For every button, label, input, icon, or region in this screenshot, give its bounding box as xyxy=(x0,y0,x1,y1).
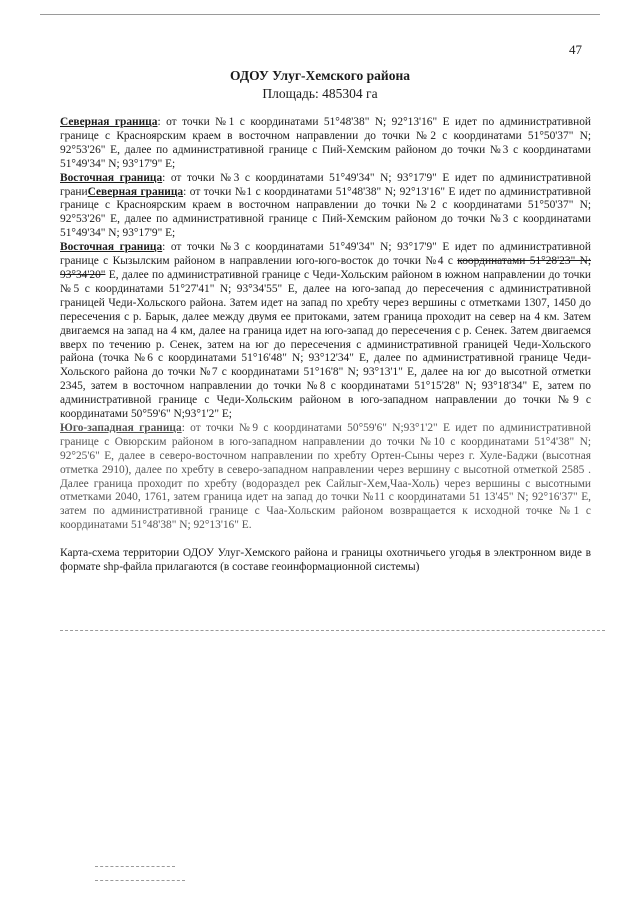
east-boundary-text-a: : от точки №3 с координатами 51°49'34" N; 93°17'9" E идет по административной границе с Кызылским районом в направлении юго-юго-восток до точки №4 с xyxy=(60,241,591,268)
north-boundary-text: : от точки №1 с координатами 51°48'38" N; 92°13'16" E идет по административной границе с Красноярским краем в восточном направлении до точки №2 с координатами 51°50'37" N; 92°53'26" E, далее по административной границе с Пий-Хемским районом до точки №3 с координатами 51°49'34" N; 93°17'9" E; xyxy=(60,116,591,170)
east-boundary-draft-text-b: : от точки №1 с координатами 51°48'38" N; 92°13'16" E идет по административной границе с Красноярским краем в восточном направлении до точки №2 с координатами 51°50'37" N; 92°53'26" E, далее по административной границе с Пий-Хемским районом до точки №3 с координатами 51°49'34" N; 93°17'9" E; xyxy=(60,185,591,240)
east-boundary-draft-heading: Восточная граница xyxy=(60,171,163,184)
east-boundary-draft-paragraph xyxy=(60,172,591,242)
southwest-boundary-text: : от точки №9 с координатами 50°59'6" N;93°1'2" E идет по административной границе с Овюрским районом в юго-западном направлении до точки №10 с координатами 51°4'38" N; 92°25'6" E, далее в северо-восточном направлении по хребту Ортен-Сыны через г. Хуле-Баджи (высотная отметка 2910), далее по хребту в северо-западном направлении через вершину с высотной отметкой 2585 . Далее граница проходит по хребту (водораздел рек Сайлыг-Хем,Чаа-Холь) через вершины с высотными отметками 2040, 1761, затем граница идет на запад до точки №11 с координатами 51 13'45" N; 92°16'37" E, затем по административной границе с Чаа-Хольским районом возвращается к исходной точке №1 с координатами 51°48'38" N; 92°13'16" E. xyxy=(60,421,591,532)
document-area: Площадь: 485304 га xyxy=(262,86,378,101)
scan-mark-line xyxy=(95,880,185,881)
paragraph-gap xyxy=(60,533,591,547)
page-number: 47 xyxy=(569,42,582,57)
east-boundary-draft-text-a: : от точки №3 с координатами 51°49'34" N; 93°17'9" E идет по административной грани xyxy=(60,171,591,198)
east-boundary-heading: Восточная граница xyxy=(60,241,163,254)
scan-edge-line xyxy=(40,14,600,15)
east-boundary-text-b: E, далее по административной границе с Чеди-Хольским районом в южном направлении до точки №5 с координатами 51°27'41" N; 93°34'55" E, далее на юго-запад до пересечения с административной границей Чеди-Хольского района. Затем идет на запад по хребту через вершины с отметками 1307, 1450 до пересечения с р. Барык, далее между двумя ее притоками, затем граница проходит на север на 4 км. Затем двигаемся на запад на 4 км, далее на граница идет на юго-запад до пересечения с р. Сенек. Затем двигаемся вверх по течению р. Сенек, затем на юг до пересечения с административной границей Чеди-Хольского района (точка №6 с координатами 51°16'48" N; 93°12'34" E, далее по административной границе Чеди-Хольского района до точки №7 с координатами 51°16'8" N; 93°13'1" E, далее на юг до высотной отметки 2345, затем в восточном направлении до точки №8 с координатами 51°15'28" N; 93°18'34" E, затем по административной границе с Чеди-Хольским районом в юго-западном направлении до точки №9 с координатами 50°59'6" N;93°1'2" E; xyxy=(60,268,591,421)
southwest-boundary-paragraph xyxy=(60,422,591,533)
east-boundary-paragraph xyxy=(60,241,591,422)
scan-divider-line xyxy=(60,630,605,631)
southwest-boundary-heading: Юго-западная граница xyxy=(60,421,182,434)
scan-mark-line xyxy=(95,866,175,867)
document-title: ОДОУ Улуг-Хемского района xyxy=(230,68,410,83)
north-boundary-inline-heading: Северная граница xyxy=(87,185,184,198)
north-boundary-heading: Северная граница xyxy=(60,116,158,128)
struck-coordinates: координатами 51°28'23" N; 93°34'20" xyxy=(60,255,591,281)
document-body xyxy=(60,116,591,575)
north-boundary-paragraph xyxy=(60,116,591,172)
closing-paragraph: Карта-схема территории ОДОУ Улуг-Хемского района и границы охотничьего угодья в электронном виде в формате shp-файла прилагаются (в составе геоинформационной системы) xyxy=(60,547,591,574)
